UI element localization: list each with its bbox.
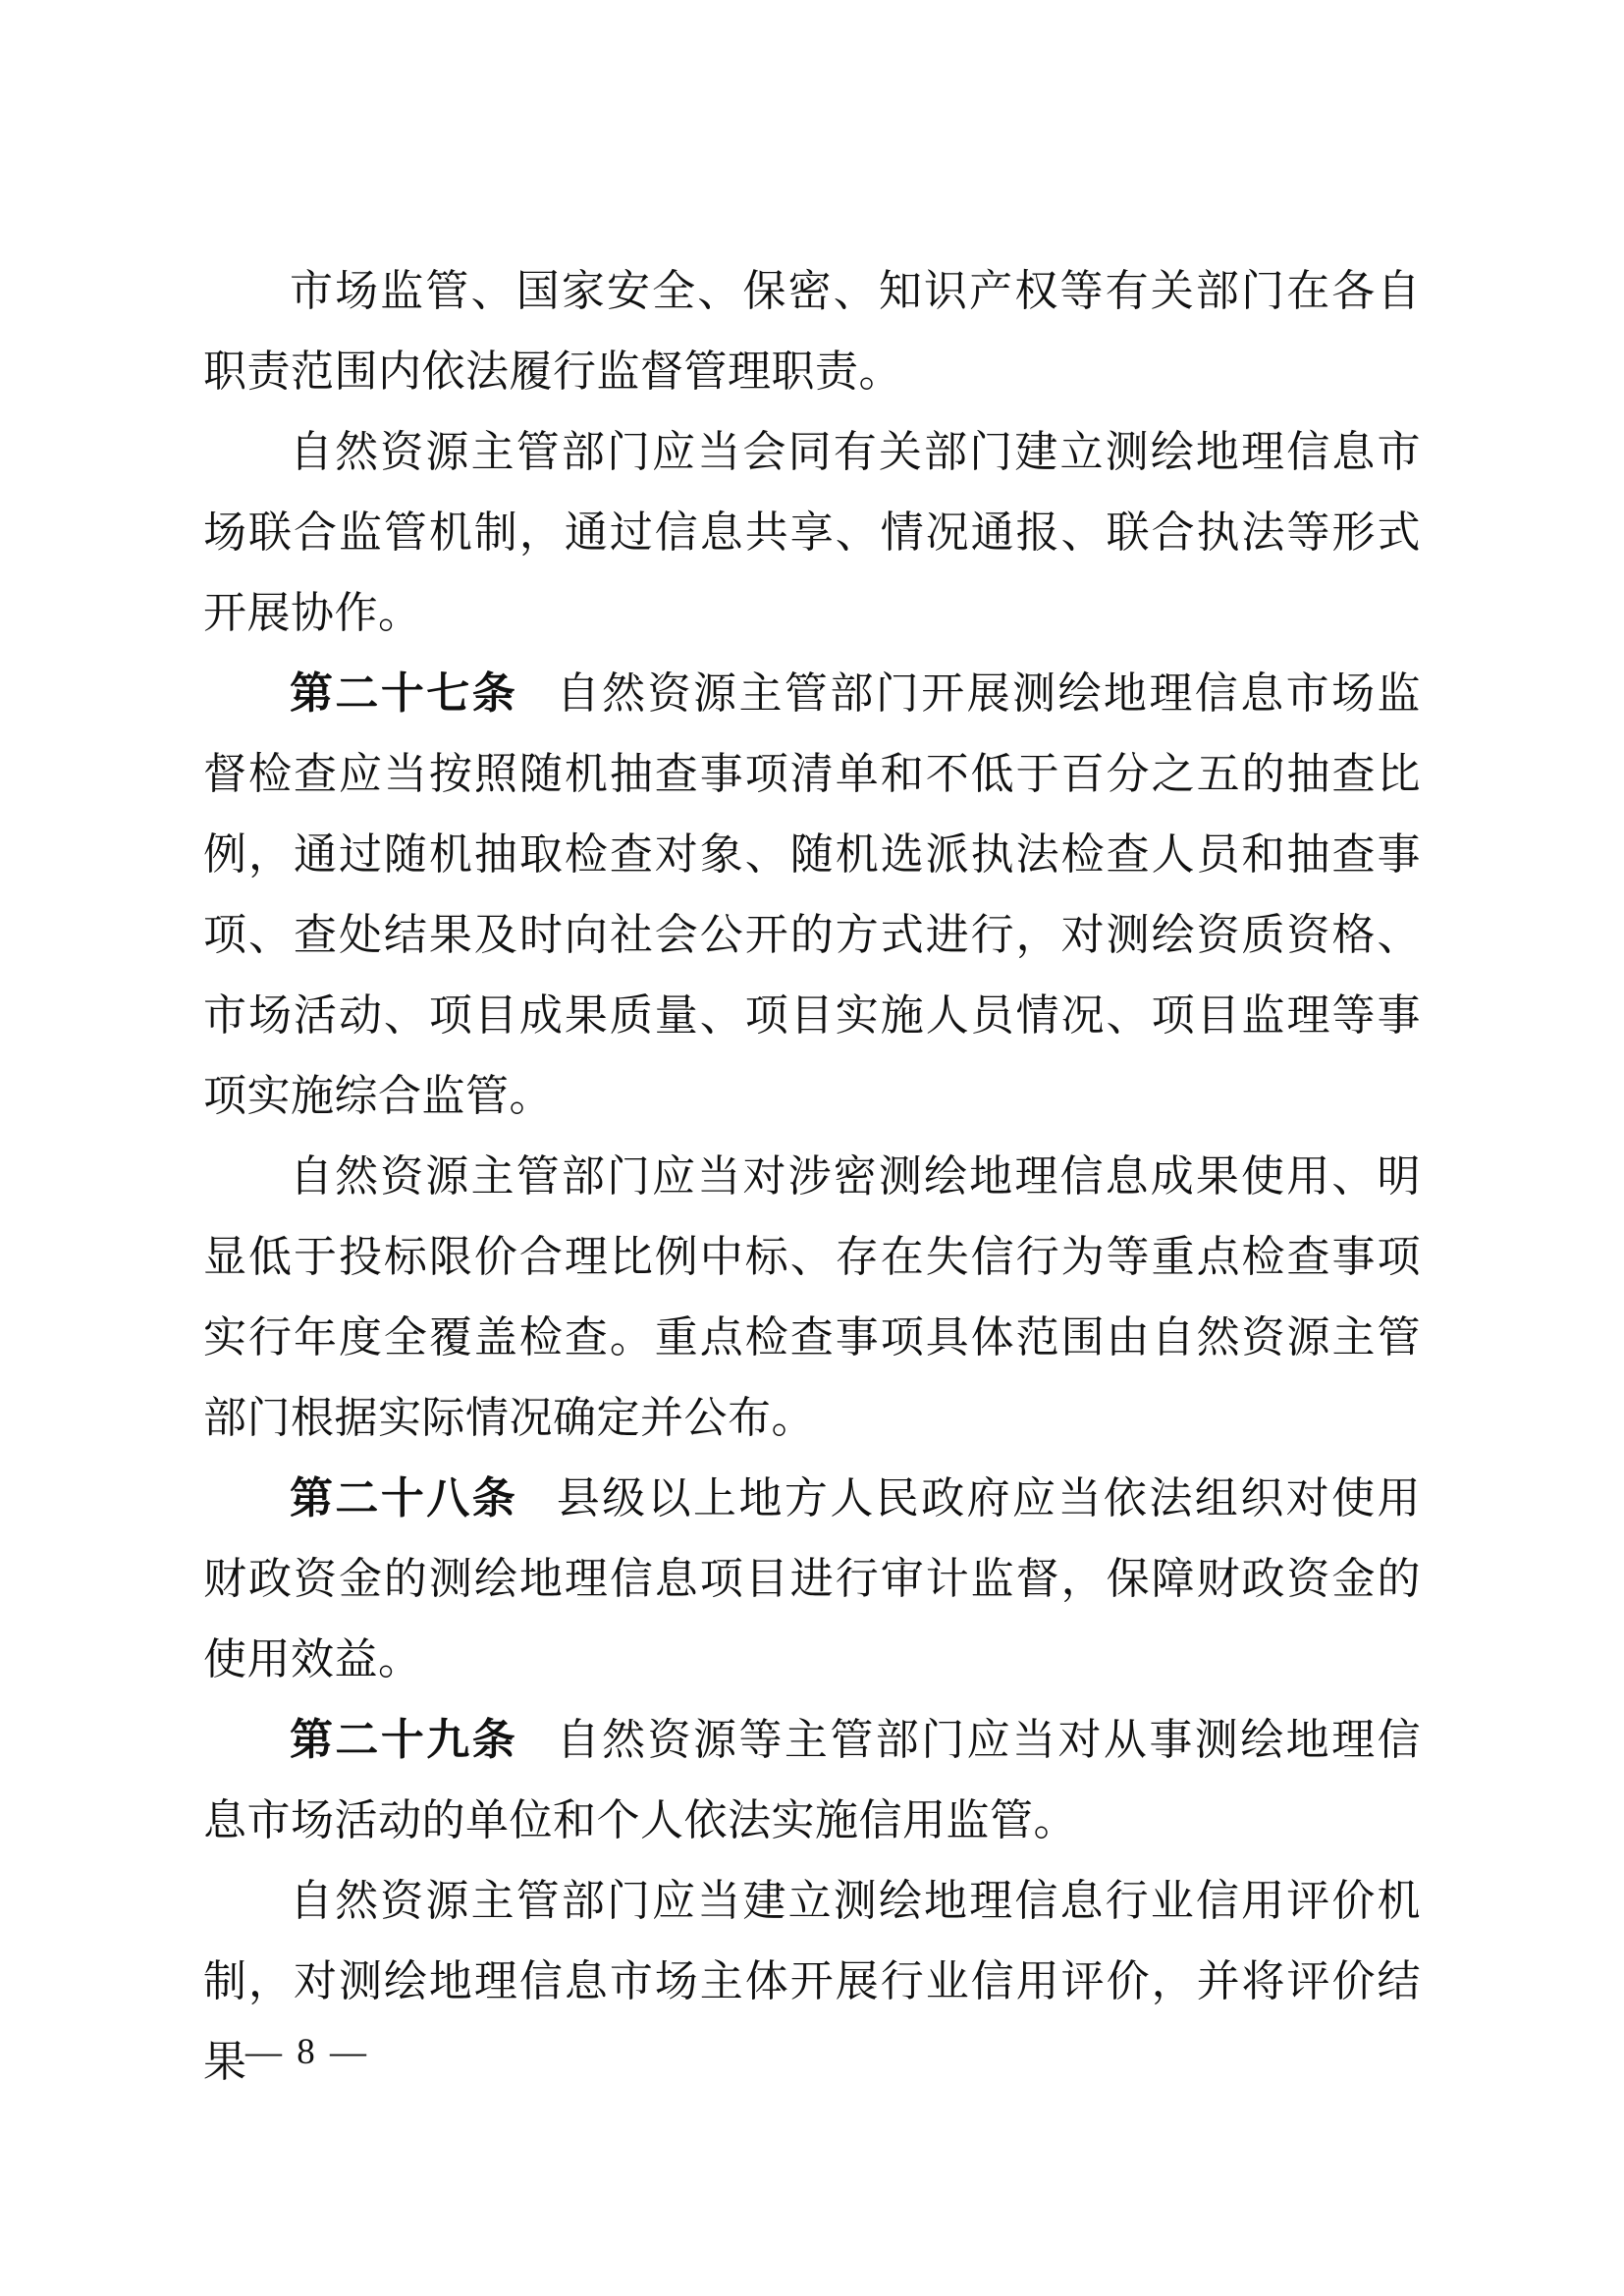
document-content — [203, 251, 1421, 2103]
paragraph-text: 县级以上地方人民政府应当依法组织对使用财政资金的测绘地理信息项目进行审计监督，保障财政资金的使用效益。 — [203, 1474, 1422, 1683]
article-number: 第二十九条 — [290, 1716, 518, 1764]
article-number: 第二十七条 — [290, 669, 518, 718]
paragraph-text: 自然资源主管部门应当建立测绘地理信息行业信用评价机制，对测绘地理信息市场主体开展行业信用评价，并将评价结果 — [203, 1877, 1421, 2086]
paragraph-text: 自然资源主管部门开展测绘地理信息市场监督检查应当按照随机抽查事项清单和不低于百分之五的抽查比例，通过随机抽取检查对象、随机选派执法检查人员和抽查事项、查处结果及时向社会公开的方式进行，对测绘资质资格、市场活动、项目成果质量、项目实施人员情况、项目监理等事项实施综合监管。 — [203, 669, 1422, 1120]
paragraph — [203, 1459, 1421, 1700]
paragraph — [203, 251, 1421, 412]
paragraph-text: 自然资源主管部门应当对涉密测绘地理信息成果使用、明显低于投标限价合理比例中标、存在失信行为等重点检查事项实行年度全覆盖检查。重点检查事项具体范围由自然资源主管部门根据实际情况确定并公布。 — [203, 1152, 1421, 1442]
paragraph — [203, 412, 1421, 654]
page-number: — 8 — — [245, 2032, 369, 2072]
paragraph — [203, 1137, 1421, 1459]
paragraph-text: 市场监管、国家安全、保密、知识产权等有关部门在各自职责范围内依法履行监督管理职责。 — [203, 267, 1421, 396]
paragraph — [203, 654, 1421, 1137]
article-number: 第二十八条 — [290, 1474, 518, 1522]
paragraph — [203, 1861, 1421, 2103]
paragraph — [203, 1700, 1421, 1861]
paragraph-text: 自然资源等主管部门应当对从事测绘地理信息市场活动的单位和个人依法实施信用监管。 — [203, 1716, 1422, 1844]
paragraph-text: 自然资源主管部门应当会同有关部门建立测绘地理信息市场联合监管机制，通过信息共享、情况通报、联合执法等形式开展协作。 — [203, 428, 1421, 637]
